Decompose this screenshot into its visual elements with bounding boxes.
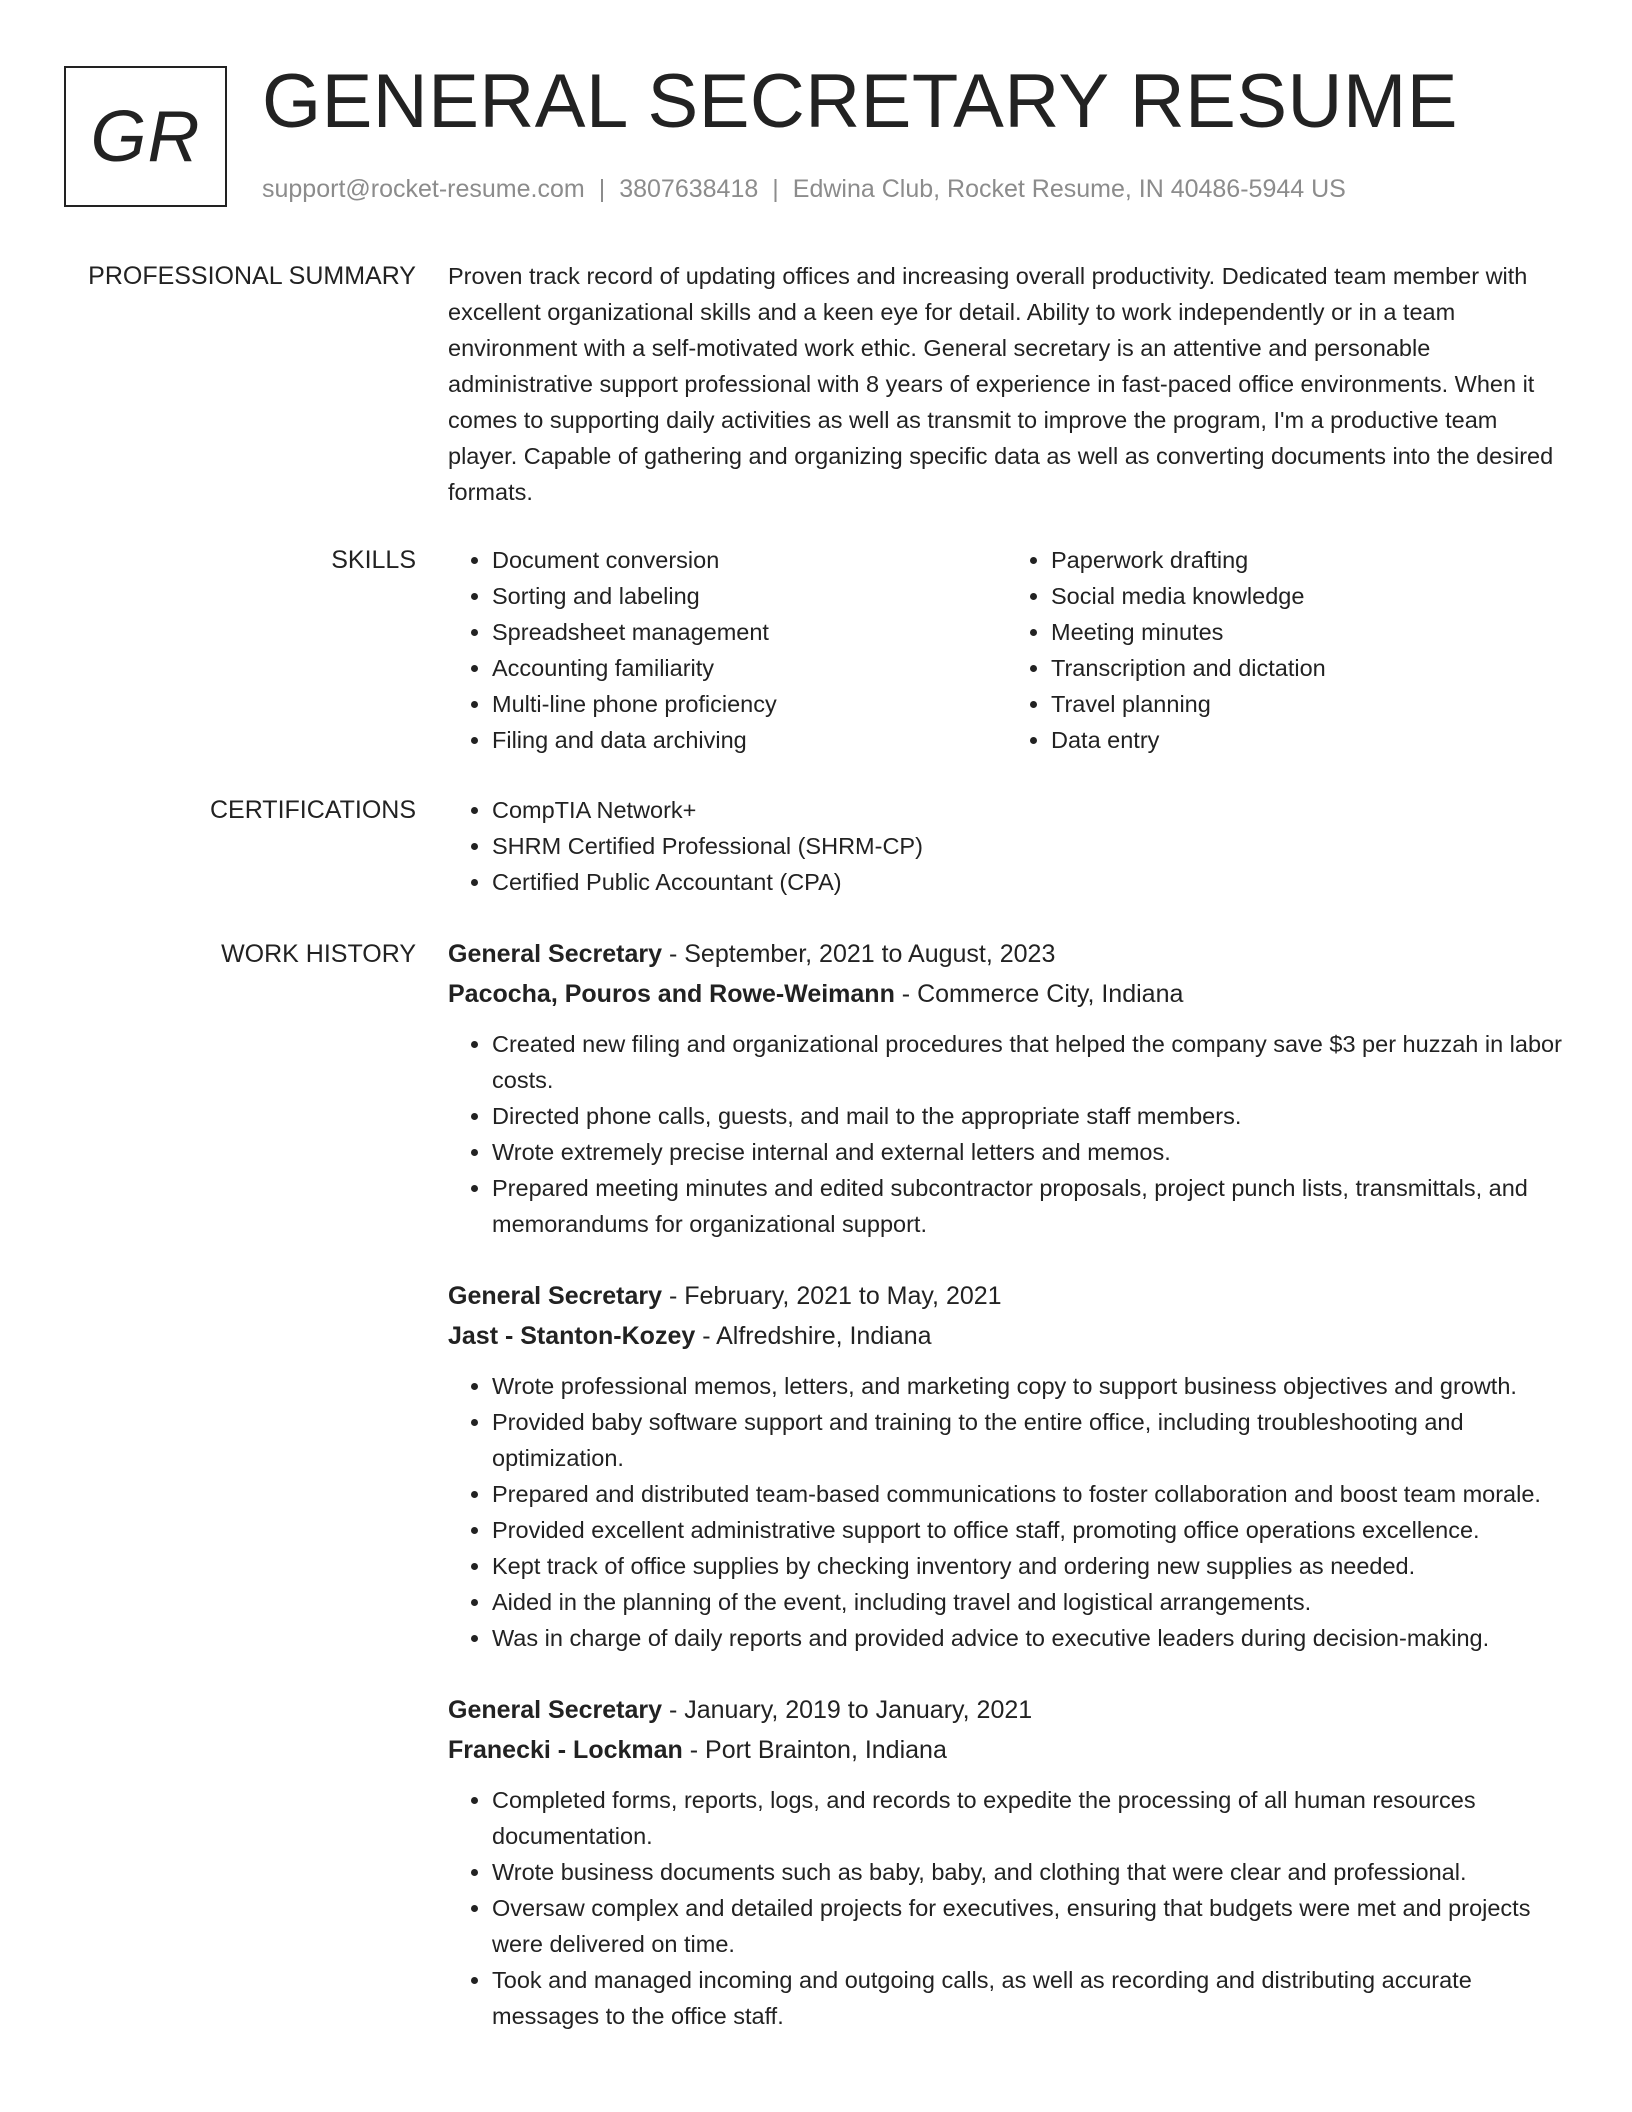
job-bullets — [448, 1368, 1566, 1656]
skill-item: • Multi-line phone proficiency — [492, 686, 1007, 722]
certifications-list — [448, 792, 1566, 900]
job-dates: - September, 2021 to August, 2023 — [662, 940, 1056, 968]
skills-body — [448, 542, 1566, 758]
job-bullet: • Wrote extremely precise internal and external letters and memos. — [492, 1134, 1566, 1170]
job-bullets — [448, 1026, 1566, 1242]
job-bullet: • Created new filing and organizational procedures that helped the company save $3 per huzzah in labor costs. — [492, 1026, 1566, 1098]
skill-item: • Filing and data archiving — [492, 722, 1007, 758]
skill-item: • Travel planning — [1051, 686, 1566, 722]
job-bullet: • Provided excellent administrative support to office staff, promoting office operations excellence. — [492, 1512, 1566, 1548]
company-line — [448, 974, 1566, 1014]
job-title-line — [448, 1276, 1566, 1316]
job-bullet: • Wrote professional memos, letters, and marketing copy to support business objectives and growth. — [492, 1368, 1566, 1404]
skill-item: • Meeting minutes — [1051, 614, 1566, 650]
job-bullet: • Completed forms, reports, logs, and records to expedite the processing of all human resources documentation. — [492, 1782, 1566, 1854]
resume-title: GENERAL SECRETARY RESUME — [262, 59, 1458, 144]
job-title: General Secretary — [448, 1696, 663, 1724]
job-title-line — [448, 934, 1566, 974]
company-name: Franecki - Lockman — [448, 1736, 683, 1764]
monogram-initials: GR — [90, 96, 201, 177]
job-bullets — [448, 1782, 1566, 2034]
work-history-body — [448, 934, 1566, 2068]
job-dates: - January, 2019 to January, 2021 — [662, 1696, 1033, 1724]
contact-address: Edwina Club, Rocket Resume, IN 40486-5944 US — [792, 175, 1346, 203]
skills-list-left — [448, 542, 1007, 758]
summary-body — [448, 258, 1566, 510]
company-line — [448, 1316, 1566, 1356]
job-bullet: • Prepared meeting minutes and edited subcontractor proposals, project punch lists, transmittals, and memorandums for organizational support. — [492, 1170, 1566, 1242]
skill-item: • Social media knowledge — [1051, 578, 1566, 614]
certification-item: • Certified Public Accountant (CPA) — [492, 864, 1566, 900]
job-bullet: • Kept track of office supplies by checking inventory and ordering new supplies as needed. — [492, 1548, 1566, 1584]
company-name: Pacocha, Pouros and Rowe-Weimann — [448, 980, 895, 1008]
job-bullet: • Aided in the planning of the event, including travel and logistical arrangements. — [492, 1584, 1566, 1620]
company-line — [448, 1730, 1566, 1770]
job-entry — [448, 1276, 1566, 1656]
job-title-line — [448, 1690, 1566, 1730]
job-dates: - February, 2021 to May, 2021 — [662, 1282, 1002, 1310]
skill-item: • Accounting familiarity — [492, 650, 1007, 686]
skill-item: • Document conversion — [492, 542, 1007, 578]
job-bullet: • Was in charge of daily reports and provided advice to executive leaders during decision-making. — [492, 1620, 1566, 1656]
job-bullet: • Took and managed incoming and outgoing calls, as well as recording and distributing accurate messages to the office staff. — [492, 1962, 1566, 2034]
certification-item: • CompTIA Network+ — [492, 792, 1566, 828]
certifications-body — [448, 792, 1566, 900]
contact-separator: | — [772, 175, 779, 203]
job-bullet: • Prepared and distributed team-based communications to foster collaboration and boost team morale. — [492, 1476, 1566, 1512]
summary-text: Proven track record of updating offices and increasing overall productivity. Dedicated team member with excellent organizational skills and a keen eye for detail. Ability to work independently or in a team environment with a self-motivated work ethic. General secretary is an attentive and personable administrative support professional with 8 years of experience in fast-paced office environments. When it comes to supporting daily activities as well as transmit to improve the program, I'm a productive team player. Capable of gathering and organizing specific data as well as converting documents into the desired formats. — [448, 263, 1554, 505]
contact-separator: | — [598, 175, 606, 203]
job-bullet: • Oversaw complex and detailed projects for executives, ensuring that budgets were met and projects were delivered on time. — [492, 1890, 1566, 1962]
company-location: - Alfredshire, Indiana — [695, 1322, 932, 1350]
skill-item: • Sorting and labeling — [492, 578, 1007, 614]
company-location: - Commerce City, Indiana — [894, 980, 1184, 1008]
job-title: General Secretary — [448, 940, 663, 968]
skill-item: • Data entry — [1051, 722, 1566, 758]
job-bullet: • Provided baby software support and training to the entire office, including troubleshooting and optimization. — [492, 1404, 1566, 1476]
skills-list-right — [1007, 542, 1566, 758]
skill-item: • Transcription and dictation — [1051, 650, 1566, 686]
certifications-heading: CERTIFICATIONS — [209, 796, 416, 824]
skills-heading: SKILLS — [331, 546, 416, 574]
job-bullet: • Wrote business documents such as baby, baby, and clothing that were clear and professional. — [492, 1854, 1566, 1890]
skill-item: • Spreadsheet management — [492, 614, 1007, 650]
job-entry — [448, 934, 1566, 1242]
monogram-box — [64, 66, 227, 207]
work-history-heading: WORK HISTORY — [221, 940, 416, 968]
job-bullet: • Directed phone calls, guests, and mail to the appropriate staff members. — [492, 1098, 1566, 1134]
company-name: Jast - Stanton-Kozey — [448, 1322, 696, 1350]
skill-item: • Paperwork drafting — [1051, 542, 1566, 578]
company-location: - Port Brainton, Indiana — [682, 1736, 947, 1764]
contact-phone: 3807638418 — [619, 175, 759, 203]
contact-email: support@rocket-resume.com — [262, 175, 585, 203]
contact-line — [262, 175, 1346, 204]
summary-heading: PROFESSIONAL SUMMARY — [88, 262, 416, 290]
job-entry — [448, 1690, 1566, 2034]
job-title: General Secretary — [448, 1282, 663, 1310]
certification-item: • SHRM Certified Professional (SHRM-CP) — [492, 828, 1566, 864]
